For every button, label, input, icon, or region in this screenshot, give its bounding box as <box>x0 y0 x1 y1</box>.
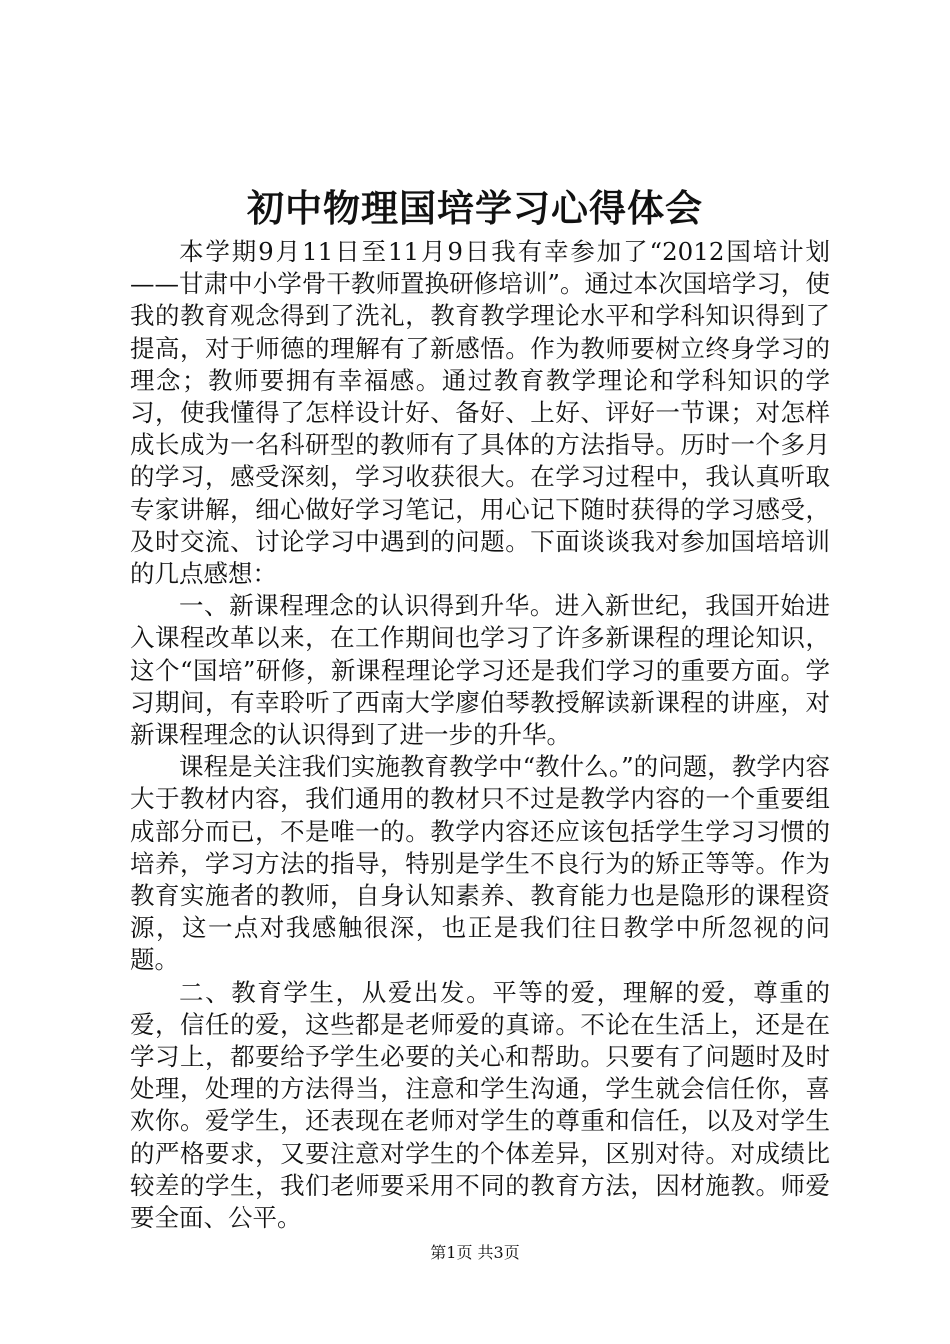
paragraph-curriculum: 课程是关注我们实施教育教学中“教什么。”的问题，教学内容大于教材内容，我们通用的教材只不过是教学内容的一个重要组成部分而已，不是唯一的。教学内容还应该包括学生学习习惯的培养，学习方法的指导，特别是学生不良行为的矫正等等。作为教育实施者的教师，自身认知素养、教育能力也是隐形的课程资源，这一点对我感触很深，也正是我们往日教学中所忽视的问题。 <box>130 752 830 975</box>
paragraph-section-two: 二、教育学生，从爱出发。平等的爱，理解的爱，尊重的爱，信任的爱，这些都是老师爱的真谛。不论在生活上，还是在学习上，都要给予学生必要的关心和帮助。只要有了问题时及时处理，处理的方法得当，注意和学生沟通，学生就会信任你，喜欢你。爱学生，还表现在老师对学生的尊重和信任，以及对学生的严格要求，又要注意对学生的个体差异，区别对待。对成绩比较差的学生，我们老师要采用不同的教育方法，因材施教。师爱要全面、公平。 <box>130 977 830 1233</box>
page-footer: 第1页 共3页 <box>430 1243 520 1262</box>
paragraph-intro: 本学期9月11日至11月9日我有幸参加了“2012国培计划——甘肃中小学骨干教师置换研修培训”。通过本次国培学习，使我的教育观念得到了洗礼，教育教学理论水平和学科知识得到了提高，对于师德的理解有了新感悟。作为教师要树立终身学习的理念；教师要拥有幸福感。通过教育教学理论和学科知识的学习，使我懂得了怎样设计好、备好、上好、评好一节课；对怎样成长成为一名科研型的教师有了具体的方法指导。历时一个多月的学习，感受深刻，学习收获很大。在学习过程中，我认真听取专家讲解，细心做好学习笔记，用心记下随时获得的学习感受，及时交流、讨论学习中遇到的问题。下面谈谈我对参加国培培训的几点感想： <box>130 237 830 589</box>
paragraph-section-one: 一、新课程理念的认识得到升华。进入新世纪，我国开始进入课程改革以来，在工作期间也学习了许多新课程的理论知识，这个“国培”研修，新课程理论学习还是我们学习的重要方面。学习期间，有幸聆听了西南大学廖伯琴教授解读新课程的讲座，对新课程理念的认识得到了进一步的升华。 <box>130 591 830 750</box>
document-body <box>130 236 830 1234</box>
document-title: 初中物理国培学习心得体会 <box>247 186 703 230</box>
